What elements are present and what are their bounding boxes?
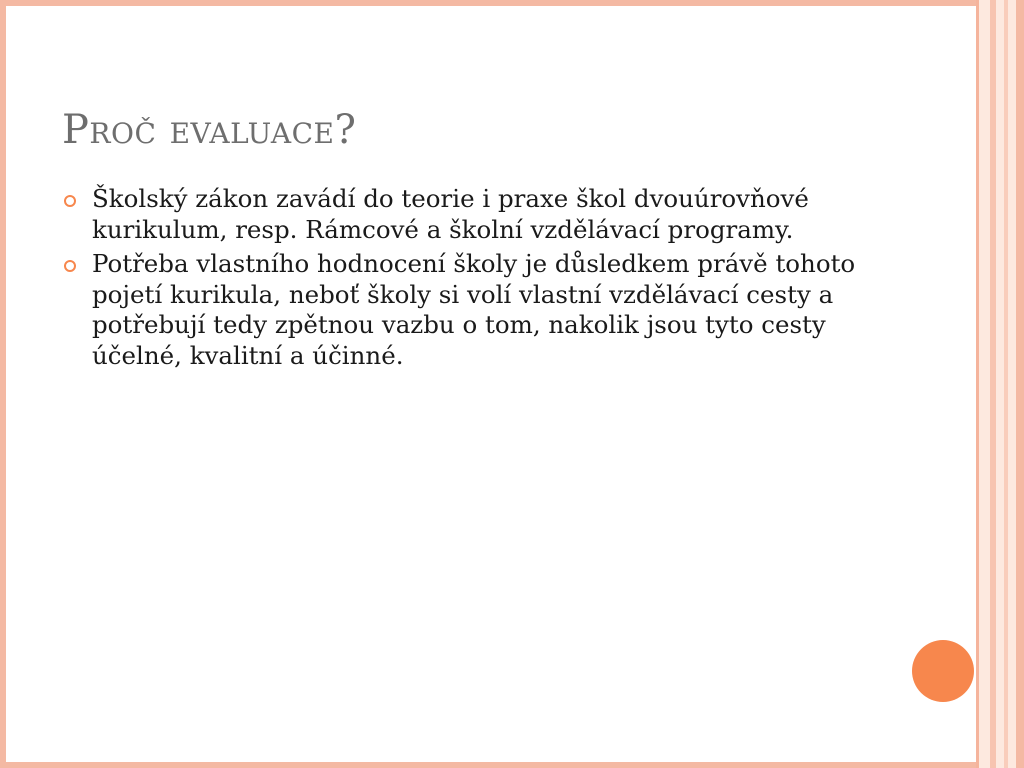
frame-right-stripe (990, 0, 996, 768)
hollow-circle-bullet-icon (64, 195, 76, 207)
hollow-circle-bullet-icon (64, 260, 76, 272)
bullet-item (62, 249, 882, 371)
frame-right-stripe (976, 0, 979, 768)
bullet-list (62, 184, 882, 375)
frame-border-top (0, 0, 1024, 6)
orange-circle-icon (912, 640, 974, 702)
bullet-text: Školský zákon zavádí do teorie i praxe škol dvouúrovňové kurikulum, resp. Rámcové a školní vzdělávací programy. (92, 184, 809, 244)
bullet-text: Potřeba vlastního hodnocení školy je důsledkem právě tohoto pojetí kurikula, neboť školy si volí vlastní vzdělávací cesty a potřebují tedy zpětnou vazbu o tom, nakolik jsou tyto cesty účelné, kvalitní a účinné. (92, 249, 856, 370)
frame-right-stripe (1004, 0, 1008, 768)
frame-right-stripe (1016, 0, 1024, 768)
slide-title: Proč evaluace? (62, 107, 357, 153)
bullet-item (62, 184, 882, 245)
frame-border-bottom (0, 762, 1024, 768)
frame-border-left (0, 0, 6, 768)
